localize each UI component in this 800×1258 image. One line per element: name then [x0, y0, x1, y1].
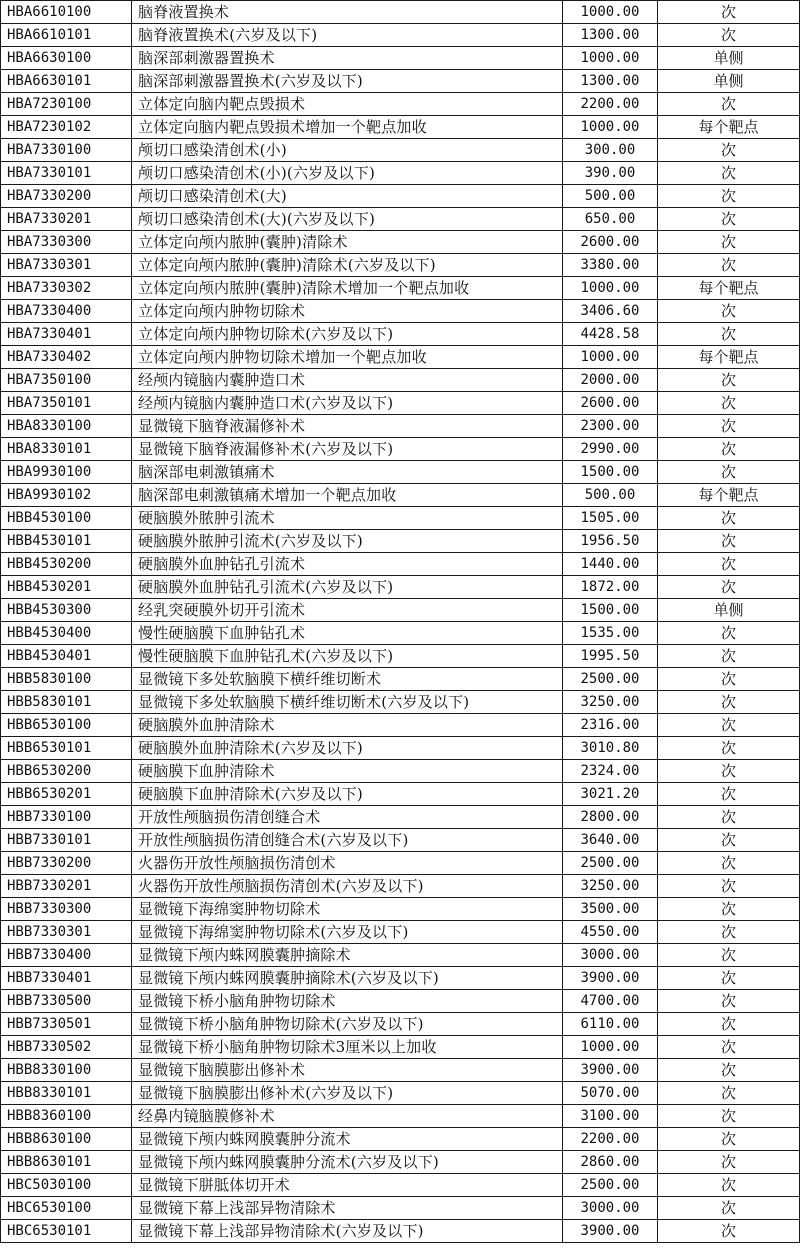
table-row [1, 714, 800, 737]
price-cell: 1000.00 [563, 116, 658, 139]
price-cell: 1535.00 [563, 622, 658, 645]
price-cell: 2500.00 [563, 668, 658, 691]
name-cell: 慢性硬脑膜下血肿钻孔术(六岁及以下) [132, 645, 563, 668]
name-cell: 慢性硬脑膜下血肿钻孔术 [132, 622, 563, 645]
table-row [1, 852, 800, 875]
table-row [1, 1174, 800, 1197]
name-cell: 显微镜下脑脊液漏修补术 [132, 415, 563, 438]
unit-cell: 次 [658, 162, 800, 185]
code-cell: HBA6630101 [1, 70, 132, 93]
table-row [1, 346, 800, 369]
unit-cell: 次 [658, 507, 800, 530]
code-cell: HBA7330201 [1, 208, 132, 231]
price-cell: 390.00 [563, 162, 658, 185]
price-cell: 1000.00 [563, 47, 658, 70]
code-cell: HBB8330100 [1, 1059, 132, 1082]
table-row [1, 1220, 800, 1243]
unit-cell: 次 [658, 944, 800, 967]
unit-cell: 次 [658, 760, 800, 783]
unit-cell: 次 [658, 1220, 800, 1243]
table-row [1, 369, 800, 392]
unit-cell: 次 [658, 24, 800, 47]
price-cell: 1500.00 [563, 461, 658, 484]
name-cell: 火器伤开放性颅脑损伤清创术(六岁及以下) [132, 875, 563, 898]
price-cell: 3640.00 [563, 829, 658, 852]
name-cell: 显微镜下脑脊液漏修补术(六岁及以下) [132, 438, 563, 461]
price-cell: 3000.00 [563, 944, 658, 967]
name-cell: 立体定向颅内脓肿(囊肿)清除术 [132, 231, 563, 254]
name-cell: 硬脑膜下血肿清除术(六岁及以下) [132, 783, 563, 806]
code-cell: HBB4530400 [1, 622, 132, 645]
name-cell: 显微镜下桥小脑角肿物切除术(六岁及以下) [132, 1013, 563, 1036]
price-cell: 300.00 [563, 139, 658, 162]
price-cell: 3900.00 [563, 967, 658, 990]
table-row [1, 139, 800, 162]
table-row [1, 622, 800, 645]
table-row [1, 116, 800, 139]
unit-cell: 次 [658, 990, 800, 1013]
name-cell: 经乳突硬膜外切开引流术 [132, 599, 563, 622]
code-cell: HBA7330302 [1, 277, 132, 300]
price-cell: 2200.00 [563, 93, 658, 116]
unit-cell: 次 [658, 645, 800, 668]
price-cell: 3100.00 [563, 1105, 658, 1128]
table-row [1, 806, 800, 829]
unit-cell: 次 [658, 208, 800, 231]
table-row [1, 1197, 800, 1220]
price-cell: 3250.00 [563, 691, 658, 714]
price-cell: 650.00 [563, 208, 658, 231]
price-cell: 2316.00 [563, 714, 658, 737]
unit-cell: 次 [658, 415, 800, 438]
code-cell: HBA7330401 [1, 323, 132, 346]
table-row [1, 783, 800, 806]
code-cell: HBA6630100 [1, 47, 132, 70]
unit-cell: 次 [658, 1036, 800, 1059]
table-row [1, 277, 800, 300]
price-cell: 500.00 [563, 185, 658, 208]
unit-cell: 次 [658, 622, 800, 645]
price-cell: 3900.00 [563, 1220, 658, 1243]
name-cell: 显微镜下海绵窦肿物切除术 [132, 898, 563, 921]
name-cell: 硬脑膜外血肿清除术 [132, 714, 563, 737]
name-cell: 显微镜下多处软脑膜下横纤维切断术 [132, 668, 563, 691]
name-cell: 显微镜下桥小脑角肿物切除术3厘米以上加收 [132, 1036, 563, 1059]
name-cell: 硬脑膜外脓肿引流术 [132, 507, 563, 530]
code-cell: HBB8630100 [1, 1128, 132, 1151]
table-row [1, 162, 800, 185]
price-cell: 1500.00 [563, 599, 658, 622]
table-row [1, 300, 800, 323]
unit-cell: 次 [658, 438, 800, 461]
name-cell: 脑脊液置换术 [132, 1, 563, 24]
name-cell: 显微镜下海绵窦肿物切除术(六岁及以下) [132, 921, 563, 944]
table-row [1, 254, 800, 277]
table-row [1, 208, 800, 231]
unit-cell: 次 [658, 921, 800, 944]
price-cell: 1872.00 [563, 576, 658, 599]
name-cell: 硬脑膜外血肿清除术(六岁及以下) [132, 737, 563, 760]
code-cell: HBA7330100 [1, 139, 132, 162]
price-cell: 6110.00 [563, 1013, 658, 1036]
code-cell: HBB8630101 [1, 1151, 132, 1174]
code-cell: HBB4530200 [1, 553, 132, 576]
unit-cell: 次 [658, 461, 800, 484]
price-cell: 2300.00 [563, 415, 658, 438]
name-cell: 立体定向颅内脓肿(囊肿)清除术增加一个靶点加收 [132, 277, 563, 300]
table-row [1, 944, 800, 967]
price-cell: 3021.20 [563, 783, 658, 806]
unit-cell: 次 [658, 139, 800, 162]
unit-cell: 次 [658, 576, 800, 599]
price-cell: 1440.00 [563, 553, 658, 576]
price-cell: 2500.00 [563, 1174, 658, 1197]
price-cell: 5070.00 [563, 1082, 658, 1105]
code-cell: HBB7330301 [1, 921, 132, 944]
price-cell: 2600.00 [563, 392, 658, 415]
unit-cell: 次 [658, 875, 800, 898]
name-cell: 显微镜下颅内蛛网膜囊肿分流术(六岁及以下) [132, 1151, 563, 1174]
code-cell: HBA7230102 [1, 116, 132, 139]
unit-cell: 次 [658, 300, 800, 323]
table-row [1, 645, 800, 668]
code-cell: HBC6530101 [1, 1220, 132, 1243]
table-row [1, 691, 800, 714]
name-cell: 颅切口感染清创术(大)(六岁及以下) [132, 208, 563, 231]
unit-cell: 单侧 [658, 70, 800, 93]
price-cell: 4700.00 [563, 990, 658, 1013]
price-cell: 3000.00 [563, 1197, 658, 1220]
unit-cell: 次 [658, 806, 800, 829]
code-cell: HBB4530101 [1, 530, 132, 553]
code-cell: HBA7330300 [1, 231, 132, 254]
name-cell: 硬脑膜下血肿清除术 [132, 760, 563, 783]
unit-cell: 次 [658, 369, 800, 392]
name-cell: 经颅内镜脑内囊肿造口术(六岁及以下) [132, 392, 563, 415]
table-row [1, 668, 800, 691]
unit-cell: 次 [658, 392, 800, 415]
unit-cell: 每个靶点 [658, 346, 800, 369]
table-row [1, 1128, 800, 1151]
name-cell: 脑深部刺激器置换术(六岁及以下) [132, 70, 563, 93]
code-cell: HBB7330101 [1, 829, 132, 852]
code-cell: HBB4530300 [1, 599, 132, 622]
price-cell: 1000.00 [563, 1036, 658, 1059]
name-cell: 颅切口感染清创术(大) [132, 185, 563, 208]
unit-cell: 次 [658, 1174, 800, 1197]
code-cell: HBA8330100 [1, 415, 132, 438]
code-cell: HBB4530100 [1, 507, 132, 530]
price-cell: 3250.00 [563, 875, 658, 898]
name-cell: 显微镜下颅内蛛网膜囊肿分流术 [132, 1128, 563, 1151]
code-cell: HBB7330400 [1, 944, 132, 967]
price-cell: 3010.80 [563, 737, 658, 760]
name-cell: 脑深部电刺激镇痛术增加一个靶点加收 [132, 484, 563, 507]
name-cell: 显微镜下脑膜膨出修补术(六岁及以下) [132, 1082, 563, 1105]
table-row [1, 967, 800, 990]
code-cell: HBB5830101 [1, 691, 132, 714]
table-row [1, 875, 800, 898]
name-cell: 硬脑膜外脓肿引流术(六岁及以下) [132, 530, 563, 553]
table-row [1, 921, 800, 944]
unit-cell: 次 [658, 553, 800, 576]
price-cell: 2324.00 [563, 760, 658, 783]
table-row [1, 484, 800, 507]
name-cell: 显微镜下幕上浅部异物清除术 [132, 1197, 563, 1220]
code-cell: HBA7350101 [1, 392, 132, 415]
table-row [1, 760, 800, 783]
name-cell: 经颅内镜脑内囊肿造口术 [132, 369, 563, 392]
code-cell: HBB6530100 [1, 714, 132, 737]
code-cell: HBB6530200 [1, 760, 132, 783]
unit-cell: 次 [658, 691, 800, 714]
code-cell: HBB6530101 [1, 737, 132, 760]
unit-cell: 次 [658, 1059, 800, 1082]
unit-cell: 次 [658, 714, 800, 737]
code-cell: HBA7330200 [1, 185, 132, 208]
unit-cell: 次 [658, 829, 800, 852]
name-cell: 脑脊液置换术(六岁及以下) [132, 24, 563, 47]
unit-cell: 次 [658, 668, 800, 691]
unit-cell: 次 [658, 323, 800, 346]
unit-cell: 次 [658, 1197, 800, 1220]
table-row [1, 1013, 800, 1036]
table-row [1, 70, 800, 93]
code-cell: HBA6610100 [1, 1, 132, 24]
table-row [1, 599, 800, 622]
code-cell: HBA8330101 [1, 438, 132, 461]
unit-cell: 每个靶点 [658, 277, 800, 300]
name-cell: 立体定向颅内肿物切除术(六岁及以下) [132, 323, 563, 346]
code-cell: HBB7330200 [1, 852, 132, 875]
price-cell: 1000.00 [563, 1, 658, 24]
code-cell: HBA7350100 [1, 369, 132, 392]
price-cell: 1300.00 [563, 24, 658, 47]
price-cell: 3900.00 [563, 1059, 658, 1082]
name-cell: 显微镜下颅内蛛网膜囊肿摘除术 [132, 944, 563, 967]
table-row [1, 576, 800, 599]
table-row [1, 1105, 800, 1128]
price-cell: 1995.50 [563, 645, 658, 668]
unit-cell: 次 [658, 898, 800, 921]
name-cell: 显微镜下桥小脑角肿物切除术 [132, 990, 563, 1013]
code-cell: HBA7330402 [1, 346, 132, 369]
unit-cell: 次 [658, 185, 800, 208]
price-cell: 1000.00 [563, 346, 658, 369]
unit-cell: 每个靶点 [658, 484, 800, 507]
code-cell: HBB6530201 [1, 783, 132, 806]
name-cell: 经鼻内镜脑膜修补术 [132, 1105, 563, 1128]
code-cell: HBA9930102 [1, 484, 132, 507]
code-cell: HBB7330401 [1, 967, 132, 990]
table-row [1, 990, 800, 1013]
price-cell: 1000.00 [563, 277, 658, 300]
unit-cell: 次 [658, 783, 800, 806]
name-cell: 显微镜下多处软脑膜下横纤维切断术(六岁及以下) [132, 691, 563, 714]
unit-cell: 次 [658, 737, 800, 760]
table-row [1, 323, 800, 346]
unit-cell: 每个靶点 [658, 116, 800, 139]
name-cell: 脑深部电刺激镇痛术 [132, 461, 563, 484]
table-row [1, 1151, 800, 1174]
price-cell: 2000.00 [563, 369, 658, 392]
name-cell: 显微镜下颅内蛛网膜囊肿摘除术(六岁及以下) [132, 967, 563, 990]
fee-table-body [1, 1, 800, 1243]
code-cell: HBB7330502 [1, 1036, 132, 1059]
unit-cell: 次 [658, 231, 800, 254]
name-cell: 立体定向脑内靶点毁损术增加一个靶点加收 [132, 116, 563, 139]
code-cell: HBB5830100 [1, 668, 132, 691]
code-cell: HBB7330201 [1, 875, 132, 898]
price-cell: 1956.50 [563, 530, 658, 553]
price-cell: 4428.58 [563, 323, 658, 346]
unit-cell: 次 [658, 254, 800, 277]
unit-cell: 次 [658, 1105, 800, 1128]
code-cell: HBB4530201 [1, 576, 132, 599]
price-cell: 3380.00 [563, 254, 658, 277]
price-cell: 1505.00 [563, 507, 658, 530]
price-cell: 2990.00 [563, 438, 658, 461]
table-row [1, 461, 800, 484]
price-cell: 4550.00 [563, 921, 658, 944]
unit-cell: 单侧 [658, 599, 800, 622]
name-cell: 颅切口感染清创术(小) [132, 139, 563, 162]
unit-cell: 次 [658, 1151, 800, 1174]
price-cell: 2800.00 [563, 806, 658, 829]
name-cell: 硬脑膜外血肿钻孔引流术(六岁及以下) [132, 576, 563, 599]
table-row [1, 24, 800, 47]
name-cell: 显微镜下幕上浅部异物清除术(六岁及以下) [132, 1220, 563, 1243]
table-row [1, 231, 800, 254]
code-cell: HBA9930100 [1, 461, 132, 484]
table-row [1, 93, 800, 116]
code-cell: HBA6610101 [1, 24, 132, 47]
unit-cell: 次 [658, 93, 800, 116]
name-cell: 立体定向颅内脓肿(囊肿)清除术(六岁及以下) [132, 254, 563, 277]
unit-cell: 次 [658, 530, 800, 553]
code-cell: HBA7330301 [1, 254, 132, 277]
unit-cell: 次 [658, 1128, 800, 1151]
name-cell: 火器伤开放性颅脑损伤清创术 [132, 852, 563, 875]
table-row [1, 530, 800, 553]
table-row [1, 185, 800, 208]
code-cell: HBB7330300 [1, 898, 132, 921]
table-row [1, 1036, 800, 1059]
name-cell: 立体定向颅内肿物切除术 [132, 300, 563, 323]
table-row [1, 553, 800, 576]
table-row [1, 392, 800, 415]
price-cell: 2200.00 [563, 1128, 658, 1151]
price-cell: 1300.00 [563, 70, 658, 93]
table-row [1, 1059, 800, 1082]
price-cell: 2860.00 [563, 1151, 658, 1174]
code-cell: HBB7330500 [1, 990, 132, 1013]
code-cell: HBB8360100 [1, 1105, 132, 1128]
code-cell: HBB4530401 [1, 645, 132, 668]
name-cell: 立体定向颅内肿物切除术增加一个靶点加收 [132, 346, 563, 369]
name-cell: 显微镜下脑膜膨出修补术 [132, 1059, 563, 1082]
table-row [1, 1082, 800, 1105]
name-cell: 立体定向脑内靶点毁损术 [132, 93, 563, 116]
unit-cell: 次 [658, 967, 800, 990]
price-cell: 2500.00 [563, 852, 658, 875]
code-cell: HBA7230100 [1, 93, 132, 116]
code-cell: HBB8330101 [1, 1082, 132, 1105]
code-cell: HBB7330501 [1, 1013, 132, 1036]
code-cell: HBB7330100 [1, 806, 132, 829]
price-cell: 3406.60 [563, 300, 658, 323]
table-row [1, 415, 800, 438]
code-cell: HBC5030100 [1, 1174, 132, 1197]
table-row [1, 438, 800, 461]
unit-cell: 次 [658, 1013, 800, 1036]
unit-cell: 次 [658, 1, 800, 24]
table-row [1, 737, 800, 760]
table-row [1, 898, 800, 921]
table-row [1, 507, 800, 530]
table-row [1, 47, 800, 70]
code-cell: HBA7330101 [1, 162, 132, 185]
code-cell: HBC6530100 [1, 1197, 132, 1220]
unit-cell: 次 [658, 852, 800, 875]
price-cell: 2600.00 [563, 231, 658, 254]
unit-cell: 单侧 [658, 47, 800, 70]
name-cell: 颅切口感染清创术(小)(六岁及以下) [132, 162, 563, 185]
table-row [1, 829, 800, 852]
name-cell: 开放性颅脑损伤清创缝合术 [132, 806, 563, 829]
price-cell: 3500.00 [563, 898, 658, 921]
name-cell: 脑深部刺激器置换术 [132, 47, 563, 70]
name-cell: 显微镜下胼胝体切开术 [132, 1174, 563, 1197]
code-cell: HBA7330400 [1, 300, 132, 323]
name-cell: 硬脑膜外血肿钻孔引流术 [132, 553, 563, 576]
table-row [1, 1, 800, 24]
name-cell: 开放性颅脑损伤清创缝合术(六岁及以下) [132, 829, 563, 852]
price-cell: 500.00 [563, 484, 658, 507]
unit-cell: 次 [658, 1082, 800, 1105]
